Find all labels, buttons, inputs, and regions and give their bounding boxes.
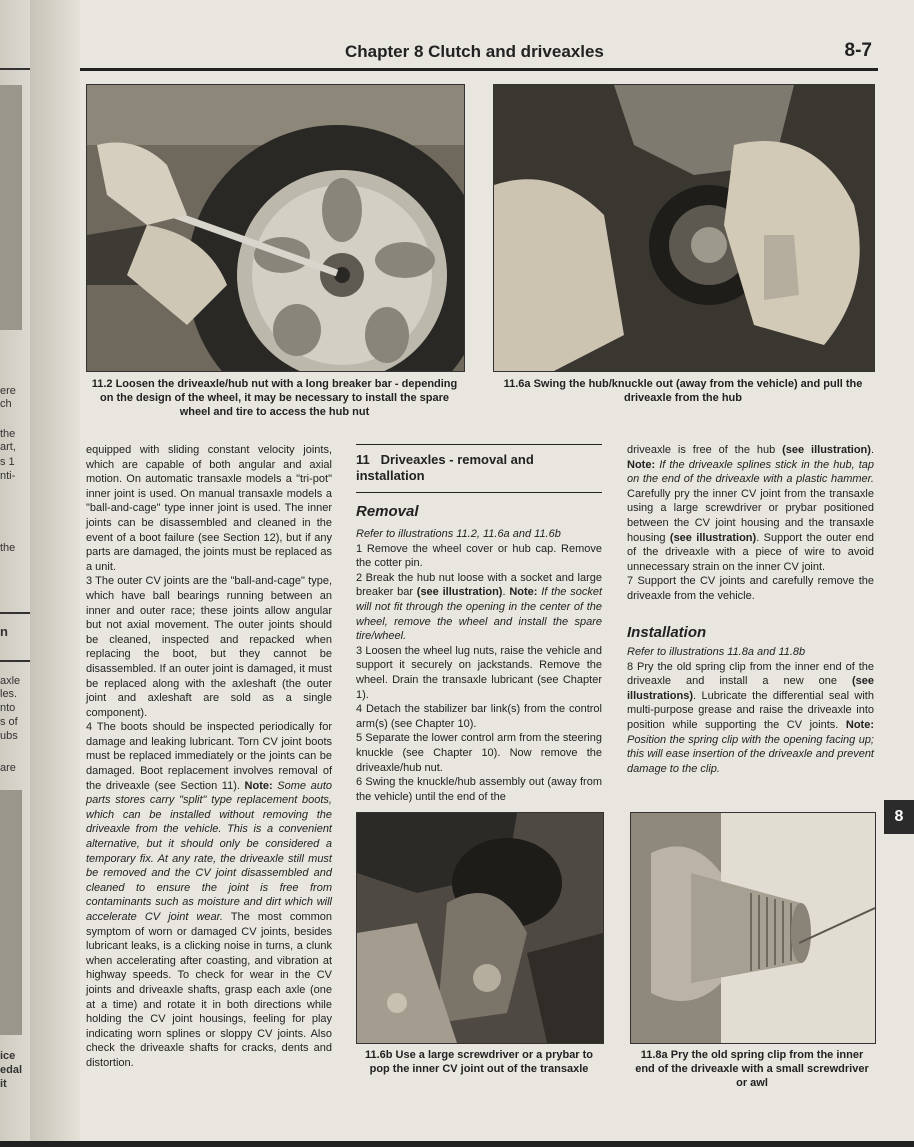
prev-fragment: the (0, 542, 16, 554)
step-text: Carefully pry the inner CV joint from the transaxle using a large screwdriver or prybar positioned between the CV joint housing and the transaxle housing (627, 487, 874, 544)
divider (0, 68, 30, 70)
header-rule (80, 68, 878, 71)
prev-fragment: nti- (0, 470, 16, 482)
see-illustration: (see illustration) (782, 444, 871, 456)
paragraph-text: 4 The boots should be inspected periodically for damage and leaking lubricant. Torn CV joint boots must be replaced immediately or the joints can be damaged. Boot replacement involves removal of the driveaxle (see Section 11). (86, 721, 332, 792)
photo-hub-knuckle-image (494, 85, 874, 371)
note-text: If the socket will not fit through the opening in the center of the wheel, remove the wheel and install the spare tire/wheel. (356, 586, 603, 643)
see-illustration: (see illustration) (416, 586, 503, 599)
prev-fragment: les. (0, 688, 18, 700)
step-7: 7 Support the CV joints and carefully remove the driveaxle from the vehicle. (627, 575, 874, 602)
step-text: . Support the outer end of the driveaxle with a piece of wire to avoid unnecessary strain on the inner CV joint. (627, 531, 874, 573)
column-3-install (627, 645, 874, 776)
photo-spring-clip (630, 812, 876, 1044)
step-8 (627, 660, 874, 777)
book-gutter (30, 0, 80, 1147)
step-2 (356, 571, 602, 644)
caption-fig-11-6b: 11.6b Use a large screwdriver or a prybar to pop the inner CV joint out of the transaxle (364, 1049, 594, 1075)
note-label: Note: (845, 718, 874, 731)
step-5: 5 Separate the lower control arm from the steering knuckle (see Chapter 10). Now remove the driveaxle/hub nut. (356, 732, 602, 774)
paragraph-3: 3 The outer CV joints are the "ball-and-cage" type, which have ball bearings running between an inner and outer race; these joints allow angular but not axial movement. The outer joints should be cleaned, inspected and repacked when replacing the boot, but they cannot be disassembled. If an outer joint is damaged, it must be replaced along with the axleshaft (the outer joint and axleshaft are sold as a single component). (86, 575, 332, 719)
caption-fig-11-8a: 11.8a Pry the old spring clip from the inner end of the driveaxle with a small screwdriver or awl (635, 1049, 869, 1089)
section-rule-bottom (356, 492, 602, 493)
column-2 (356, 527, 602, 804)
prev-fragment: the (0, 428, 16, 440)
removal-heading: Removal (356, 503, 419, 520)
photo-hub-knuckle (493, 84, 875, 372)
divider (0, 660, 30, 662)
page-number: 8-7 (844, 40, 872, 61)
note-text: Position the spring clip with the opening facing up; this will ease insertion of the driveaxle and prevent damage to the clip. (627, 733, 874, 775)
note-label: Note: (244, 779, 278, 792)
step-text: . (502, 586, 510, 599)
step-text: 2 Break the hub nut loose with a socket and large breaker bar (356, 571, 602, 599)
prev-fragment: axle (0, 675, 21, 687)
step-text: driveaxle is free of the hub (627, 444, 783, 456)
column-1 (86, 443, 332, 1071)
chapter-tab: 8 (884, 800, 914, 834)
prev-fragment: ch (0, 398, 12, 410)
photo-breaker-bar-wheel (86, 84, 465, 372)
prev-fragment: nto (0, 702, 16, 714)
section-title: Driveaxles - removal and installation (356, 452, 534, 483)
refer-line: Refer to illustrations 11.2, 11.6a and 11.6b (356, 528, 561, 540)
note-text: Some auto parts stores carry "split" type replacement boots, which can be installed without removing the driveaxle from the vehicle. This is a convenient alternative, but it should only be considered a temporary fix. At any rate, the driveaxle still must be removed and the CV joint disassembled and cleaned to ensure the joint is free from contaminants such as moisture and dirt which will accelerate CV joint wear. (86, 779, 333, 923)
photo-prybar-cv-joint-image (357, 813, 603, 1043)
caption-fig-11-6a: 11.6a Swing the hub/knuckle out (away from the vehicle) and pull the driveaxle from the hub (503, 378, 863, 404)
manual-page (80, 0, 914, 1147)
chapter-title: Chapter 8 Clutch and driveaxles (345, 42, 604, 61)
photo-prybar-cv-joint (356, 812, 604, 1044)
scan-bottom-edge (0, 1141, 914, 1147)
prev-fragment: ubs (0, 730, 18, 742)
previous-page-photo (0, 85, 22, 330)
previous-page-photo (0, 790, 22, 1035)
prev-fragment: are (0, 762, 16, 774)
note-label: Note: (509, 586, 542, 599)
prev-fragment: it (0, 1078, 7, 1090)
step-4: 4 Detach the stabilizer bar link(s) from the control arm(s) (see Chapter 10). (356, 703, 602, 730)
note-label: Note: (627, 458, 660, 471)
caption-fig-11-2: 11.2 Loosen the driveaxle/hub nut with a long breaker bar - depending on the design of the wheel, it may be necessary to install the spare wheel and tire to access the hub nut (91, 378, 458, 418)
step-text: . (870, 444, 874, 456)
photo-breaker-bar-wheel-image (87, 85, 464, 371)
column-3 (627, 443, 874, 604)
page-header (80, 40, 878, 68)
prev-fragment: art, (0, 441, 16, 453)
prev-fragment: s 1 (0, 456, 15, 468)
step-1: 1 Remove the wheel cover or hub cap. Remove the cotter pin. (356, 542, 602, 570)
section-heading (356, 452, 602, 484)
paragraph-text: The most common symptom of worn or damaged CV joints, besides lubricant leaks, is a clicking noise in turns, a clunk when accelerating after coasting, and vibration at highway speeds. To check for wear in the CV joints and driveaxle shafts, grasp each axle (one at a time) and rotate it in both directions while holding the CV joint housings, feeling for play indicating worn splines or sloppy CV joints. Also check the driveaxle shafts for cracks, dents and distortion. (86, 911, 332, 1069)
step-text: . Lubricate the differential seal with multi-purpose grease and raise the driveaxle into position while supporting the CV joints. (627, 689, 874, 731)
step-text: 8 Pry the old spring clip from the inner end of the driveaxle and install a new one (627, 660, 874, 688)
refer-line: Refer to illustrations 11.8a and 11.8b (627, 646, 806, 658)
see-illustration: (see illustrations) (627, 675, 874, 702)
prev-fragment: edal (0, 1064, 23, 1076)
divider (0, 612, 30, 614)
prev-fragment: ere (0, 385, 16, 397)
prev-fragment: ice (0, 1050, 16, 1062)
step-6-continued (627, 443, 874, 574)
paragraph-4 (86, 720, 332, 1070)
section-number: 11 (356, 452, 370, 467)
prev-fragment: n (0, 624, 8, 639)
photo-spring-clip-image (631, 813, 875, 1043)
step-3: 3 Loosen the wheel lug nuts, raise the vehicle and support it securely on jackstands. Remove the wheel. Drain the transaxle lubricant (see Chapter 1). (356, 644, 602, 701)
step-6: 6 Swing the knuckle/hub assembly out (away from the vehicle) until the end of the (356, 776, 602, 803)
installation-heading: Installation (627, 624, 707, 641)
see-illustration: (see illustration) (669, 531, 757, 544)
prev-fragment: s of (0, 716, 18, 728)
paragraph: equipped with sliding constant velocity joints, which are capable of both angular and axial motion. On automatic transaxle models a "tri-pot" inner joint is used. On manual transaxle models a "ball-and-cage" type inner joint is used. The inner joints can be disassembled and cleaned in the event of a boot failure (see Section 12), but if any parts are damaged, the joints must be replaced as a unit. (86, 444, 332, 573)
section-rule-top (356, 444, 602, 445)
note-text: If the driveaxle splines stick in the hub, tap on the end of the driveaxle with a plastic hammer. (627, 458, 874, 486)
previous-page-edge (0, 0, 30, 1147)
